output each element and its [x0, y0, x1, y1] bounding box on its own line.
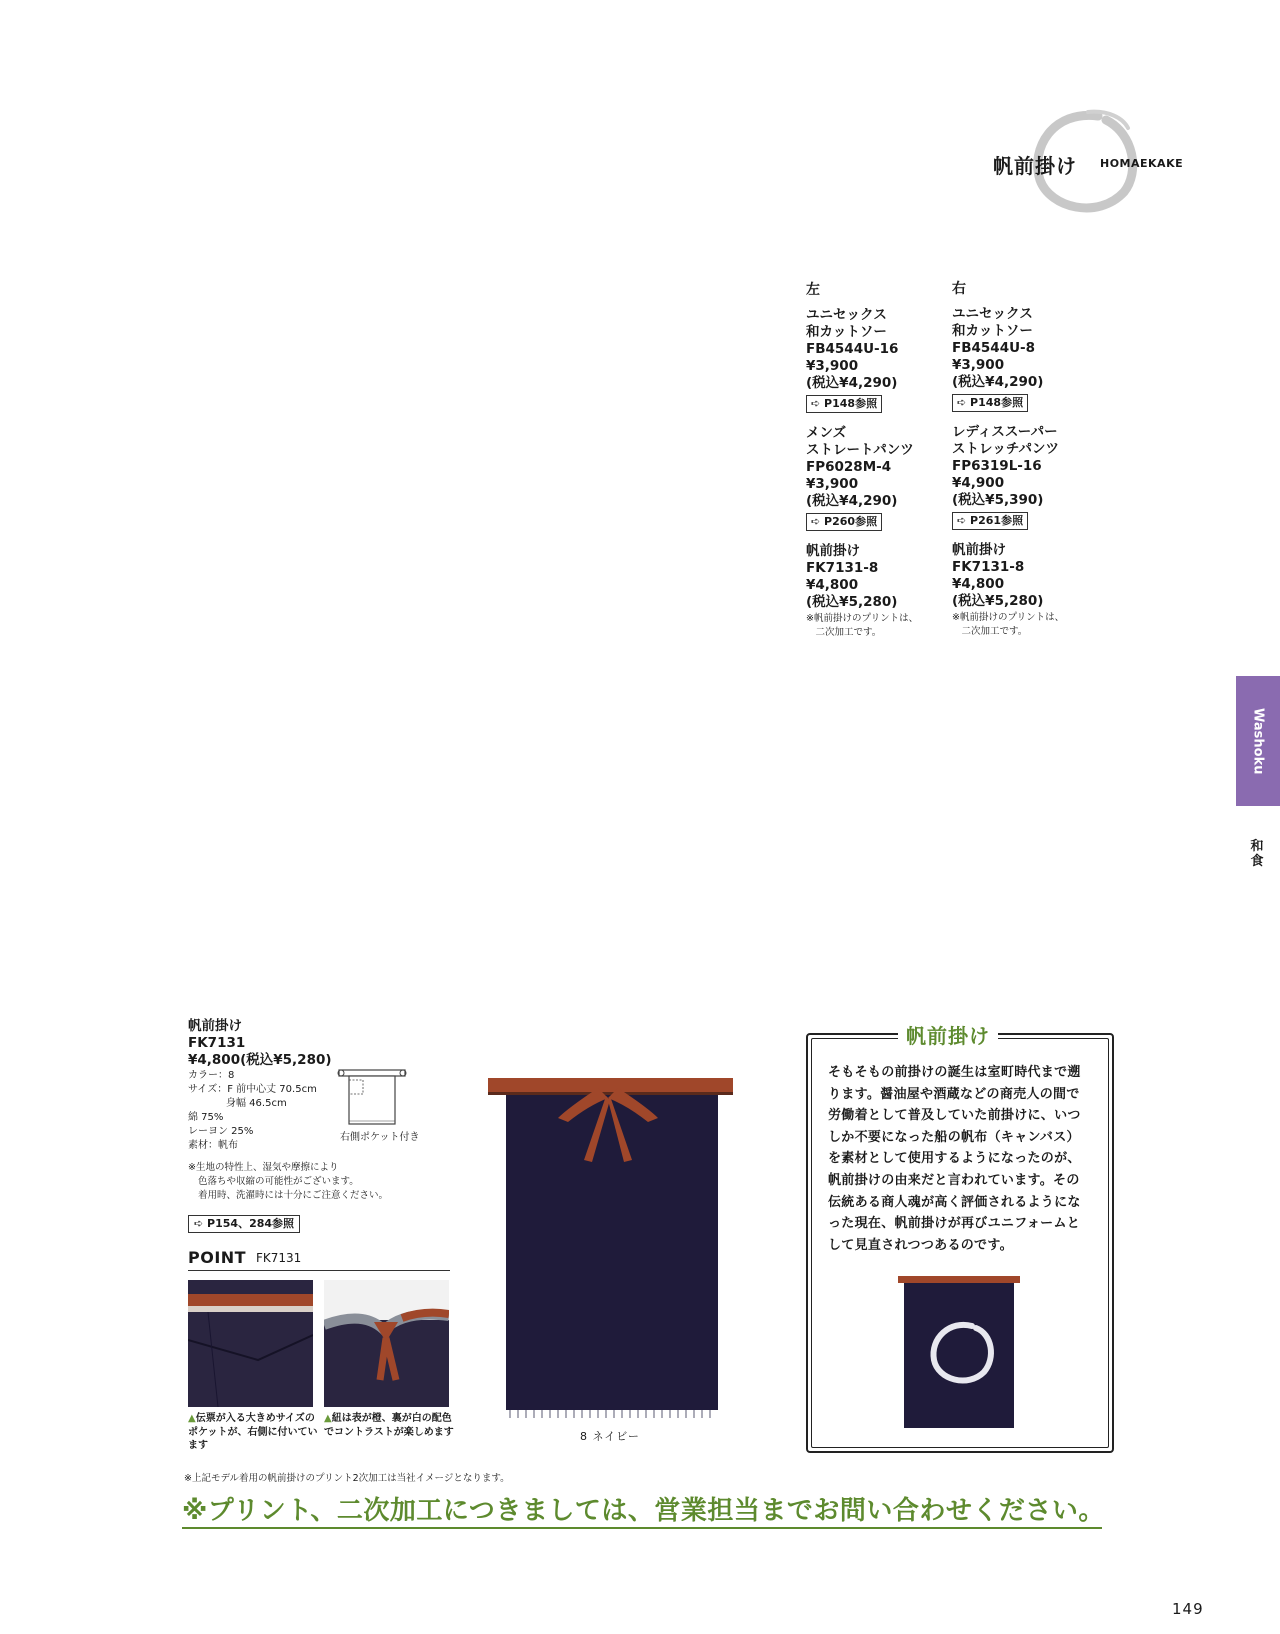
item-line: ユニセックス [806, 307, 887, 323]
item-line: 帆前掛け [806, 543, 860, 559]
divider [188, 1270, 450, 1271]
item-price-tax: (税込¥4,290) [806, 375, 898, 391]
item-note: ※帆前掛けのプリントは、 [806, 613, 919, 624]
care-note: 色落ちや収縮の可能性がございます。 [198, 1176, 359, 1187]
item-price-tax: (税込¥5,280) [806, 594, 898, 610]
item-price-tax: (税込¥5,280) [952, 593, 1044, 609]
care-notes [188, 1161, 468, 1203]
page-reference-link[interactable]: ➪ P260参照 [806, 513, 882, 531]
item-price-tax: (税込¥4,290) [806, 493, 898, 509]
strap-detail-photo [324, 1280, 449, 1407]
product-item [806, 425, 946, 531]
item-line: メンズ [806, 425, 847, 441]
category-tab-label: Washoku [1250, 707, 1266, 775]
pocket-label: 右側ポケット付き [340, 1132, 420, 1143]
section-subtitle: HOMAEKAKE [1100, 157, 1184, 170]
pocket-detail-photo [188, 1280, 313, 1407]
point-code: FK7131 [256, 1251, 302, 1265]
item-code: FB4544U-16 [806, 341, 899, 357]
product-item [952, 542, 1092, 638]
color-caption: 8 ネイビー [580, 1430, 640, 1443]
product-size: サイズ：F 前中心丈 70.5cm [188, 1084, 317, 1095]
item-price: ¥4,800 [806, 577, 859, 593]
item-note: 二次加工です。 [952, 626, 1028, 637]
footnote: ※上記モデル着用の帆前掛けのプリント2次加工は当社イメージとなります。 [184, 1473, 510, 1484]
item-code: FP6319L-16 [952, 458, 1042, 474]
product-fabric: 素材：帆布 [188, 1140, 238, 1151]
item-price-tax: (税込¥4,290) [952, 374, 1044, 390]
item-line: レディススーパー [952, 424, 1058, 440]
page-reference-link[interactable]: ➪ P148参照 [952, 394, 1028, 412]
page-reference-link[interactable]: ➪ P148参照 [806, 395, 882, 413]
product-price: ¥4,800(税込¥5,280) [188, 1052, 332, 1068]
item-line: 和カットソー [806, 324, 887, 340]
info-box-body: そもそもの前掛けの誕生は室町時代まで遡ります。醤油屋や酒蔵などの商売人の間で労働着として普及していた前掛けに、いつしか不要になった船の帆布（キャンバス）を素材として使用するようになったのが、帆前掛けの由来だと言われています。その伝統ある商人魂が高く評価されるようになった現在、帆前掛けが再びユニフォームとして見直されつつあるのです。 [828, 1065, 1081, 1253]
item-price-tax: (税込¥5,390) [952, 492, 1044, 508]
item-price: ¥4,900 [952, 475, 1005, 491]
banner-underline [182, 1527, 1102, 1529]
product-code: FK7131 [188, 1035, 246, 1051]
product-material: 綿 75% [188, 1112, 224, 1123]
triangle-marker-icon: ▲ [188, 1413, 196, 1424]
pocket-diagram [335, 1068, 410, 1128]
care-note: ※生地の特性上、湿気や摩擦により [188, 1162, 339, 1173]
product-name: 帆前掛け [188, 1018, 242, 1034]
item-line: ストレッチパンツ [952, 441, 1060, 457]
point-caption-text: 伝票が入る大きめサイズのポケットが、右側に付いています [188, 1413, 318, 1451]
section-title: 帆前掛け [993, 154, 1077, 178]
point-caption [324, 1412, 454, 1439]
item-code: FK7131-8 [952, 559, 1025, 575]
item-code: FP6028M-4 [806, 459, 892, 475]
item-price: ¥3,900 [806, 476, 859, 492]
apron-photo [488, 1078, 733, 1418]
product-column-left [806, 282, 946, 651]
item-note: 二次加工です。 [806, 627, 882, 638]
page-reference-link[interactable]: ➪ P154、284参照 [188, 1215, 300, 1233]
product-item [952, 306, 1092, 412]
item-line: 帆前掛け [952, 542, 1006, 558]
point-title: POINT [188, 1248, 247, 1267]
item-code: FK7131-8 [806, 560, 879, 576]
category-tab[interactable] [1236, 676, 1280, 806]
position-label: 右 [952, 281, 966, 297]
item-line: ストレートパンツ [806, 442, 914, 458]
item-code: FB4544U-8 [952, 340, 1036, 356]
info-box-title: 帆前掛け [898, 1020, 998, 1049]
page-reference-link[interactable]: ➪ P261参照 [952, 512, 1028, 530]
product-item [806, 307, 946, 413]
contact-banner: ※プリント、二次加工につきましては、営業担当までお問い合わせください。 [182, 1496, 1105, 1526]
item-line: ユニセックス [952, 306, 1033, 322]
point-caption [188, 1412, 318, 1453]
printed-apron-illustration [898, 1276, 1020, 1428]
triangle-marker-icon: ▲ [324, 1413, 332, 1424]
product-column-right [952, 281, 1092, 650]
product-color: カラー：8 [188, 1070, 235, 1081]
page-number: 149 [1172, 1600, 1204, 1618]
category-kanji: 和食 [1250, 839, 1264, 869]
item-line: 和カットソー [952, 323, 1033, 339]
item-note: ※帆前掛けのプリントは、 [952, 612, 1065, 623]
position-label: 左 [806, 282, 820, 298]
care-note: 着用時、洗濯時には十分にご注意ください。 [198, 1190, 389, 1201]
item-price: ¥4,800 [952, 576, 1005, 592]
item-price: ¥3,900 [806, 358, 859, 374]
product-material: レーヨン 25% [188, 1126, 254, 1137]
product-item [806, 543, 946, 639]
point-caption-text: 紐は表が橙、裏が白の配色でコントラストが楽しめます [324, 1413, 454, 1438]
item-price: ¥3,900 [952, 357, 1005, 373]
product-size-width: 身幅 46.5cm [226, 1098, 287, 1109]
product-item [952, 424, 1092, 530]
